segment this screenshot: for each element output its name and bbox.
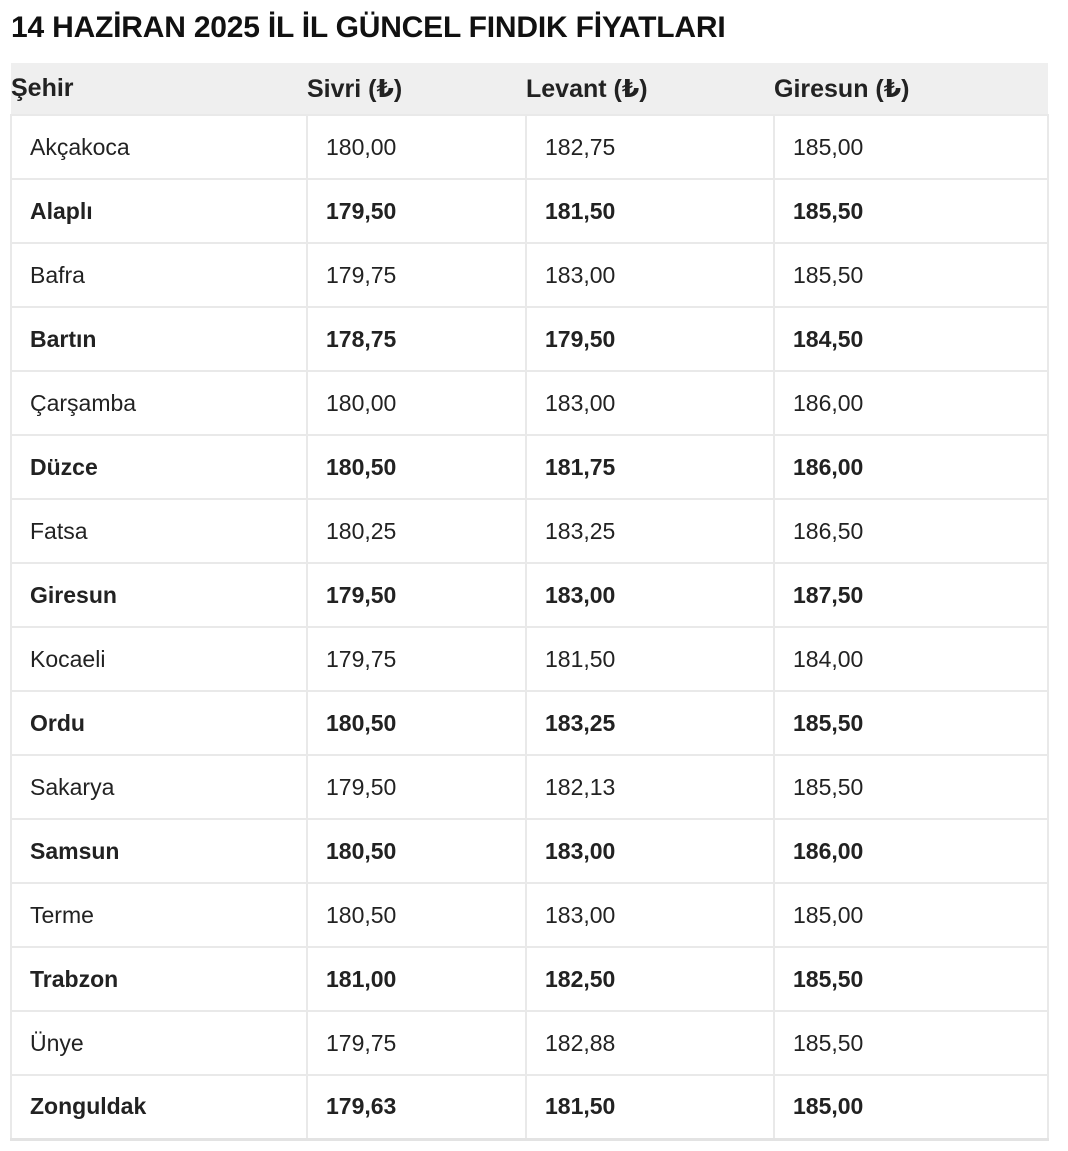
cell-sivri-price: 179,75 (307, 1011, 526, 1075)
cell-sivri-price: 181,00 (307, 947, 526, 1011)
cell-giresun-price: 185,00 (774, 883, 1048, 947)
cell-city: Terme (11, 883, 307, 947)
cell-city: Zonguldak (11, 1075, 307, 1139)
table-header (11, 63, 1048, 115)
cell-giresun-price: 185,00 (774, 1075, 1048, 1139)
cell-levant-price: 183,00 (526, 883, 774, 947)
cell-giresun-price: 185,50 (774, 179, 1048, 243)
cell-sivri-price: 180,50 (307, 435, 526, 499)
cell-city: Kocaeli (11, 627, 307, 691)
table-row (11, 499, 1048, 563)
column-header-giresun: Giresun (₺) (774, 63, 1048, 115)
table-row (11, 819, 1048, 883)
cell-sivri-price: 179,75 (307, 243, 526, 307)
cell-giresun-price: 186,50 (774, 499, 1048, 563)
cell-levant-price: 181,50 (526, 1075, 774, 1139)
cell-city: Bafra (11, 243, 307, 307)
cell-sivri-price: 179,50 (307, 179, 526, 243)
cell-giresun-price: 186,00 (774, 819, 1048, 883)
page-title: 14 HAZİRAN 2025 İL İL GÜNCEL FINDIK FİYATLARI (11, 11, 726, 44)
cell-giresun-price: 185,50 (774, 947, 1048, 1011)
cell-levant-price: 183,25 (526, 499, 774, 563)
cell-sivri-price: 179,75 (307, 627, 526, 691)
column-header-levant: Levant (₺) (526, 63, 774, 115)
cell-city: Giresun (11, 563, 307, 627)
cell-giresun-price: 185,50 (774, 691, 1048, 755)
header-row (11, 63, 1048, 115)
table-row (11, 627, 1048, 691)
cell-levant-price: 183,00 (526, 371, 774, 435)
cell-giresun-price: 185,50 (774, 243, 1048, 307)
cell-city: Alaplı (11, 179, 307, 243)
cell-levant-price: 182,13 (526, 755, 774, 819)
table-row (11, 691, 1048, 755)
cell-levant-price: 181,50 (526, 179, 774, 243)
cell-sivri-price: 180,25 (307, 499, 526, 563)
cell-giresun-price: 185,00 (774, 115, 1048, 179)
cell-city: Sakarya (11, 755, 307, 819)
cell-city: Fatsa (11, 499, 307, 563)
price-table-container (10, 63, 1047, 1141)
table-row (11, 115, 1048, 179)
cell-levant-price: 183,00 (526, 563, 774, 627)
cell-levant-price: 183,25 (526, 691, 774, 755)
cell-city: Çarşamba (11, 371, 307, 435)
table-row (11, 1075, 1048, 1139)
cell-city: Akçakoca (11, 115, 307, 179)
cell-sivri-price: 179,63 (307, 1075, 526, 1139)
cell-levant-price: 181,75 (526, 435, 774, 499)
table-row (11, 371, 1048, 435)
table-row (11, 883, 1048, 947)
table-row (11, 179, 1048, 243)
cell-city: Ünye (11, 1011, 307, 1075)
cell-city: Düzce (11, 435, 307, 499)
table-body (11, 115, 1048, 1139)
column-header-sivri: Sivri (₺) (307, 63, 526, 115)
cell-giresun-price: 185,50 (774, 755, 1048, 819)
cell-levant-price: 183,00 (526, 243, 774, 307)
cell-levant-price: 182,75 (526, 115, 774, 179)
column-header-city: Şehir (11, 63, 307, 115)
cell-levant-price: 182,50 (526, 947, 774, 1011)
cell-giresun-price: 184,00 (774, 627, 1048, 691)
table-row (11, 563, 1048, 627)
hazelnut-price-table (10, 63, 1049, 1141)
cell-city: Samsun (11, 819, 307, 883)
cell-giresun-price: 186,00 (774, 371, 1048, 435)
cell-sivri-price: 180,50 (307, 883, 526, 947)
table-row (11, 1011, 1048, 1075)
cell-giresun-price: 187,50 (774, 563, 1048, 627)
table-row (11, 947, 1048, 1011)
cell-sivri-price: 180,00 (307, 371, 526, 435)
cell-sivri-price: 180,00 (307, 115, 526, 179)
cell-sivri-price: 180,50 (307, 819, 526, 883)
cell-giresun-price: 186,00 (774, 435, 1048, 499)
table-row (11, 755, 1048, 819)
cell-levant-price: 179,50 (526, 307, 774, 371)
cell-sivri-price: 180,50 (307, 691, 526, 755)
table-row (11, 435, 1048, 499)
cell-city: Bartın (11, 307, 307, 371)
cell-sivri-price: 179,50 (307, 563, 526, 627)
cell-levant-price: 181,50 (526, 627, 774, 691)
cell-sivri-price: 178,75 (307, 307, 526, 371)
cell-giresun-price: 184,50 (774, 307, 1048, 371)
cell-levant-price: 182,88 (526, 1011, 774, 1075)
cell-city: Ordu (11, 691, 307, 755)
table-row (11, 243, 1048, 307)
cell-levant-price: 183,00 (526, 819, 774, 883)
cell-city: Trabzon (11, 947, 307, 1011)
cell-sivri-price: 179,50 (307, 755, 526, 819)
cell-giresun-price: 185,50 (774, 1011, 1048, 1075)
table-row (11, 307, 1048, 371)
